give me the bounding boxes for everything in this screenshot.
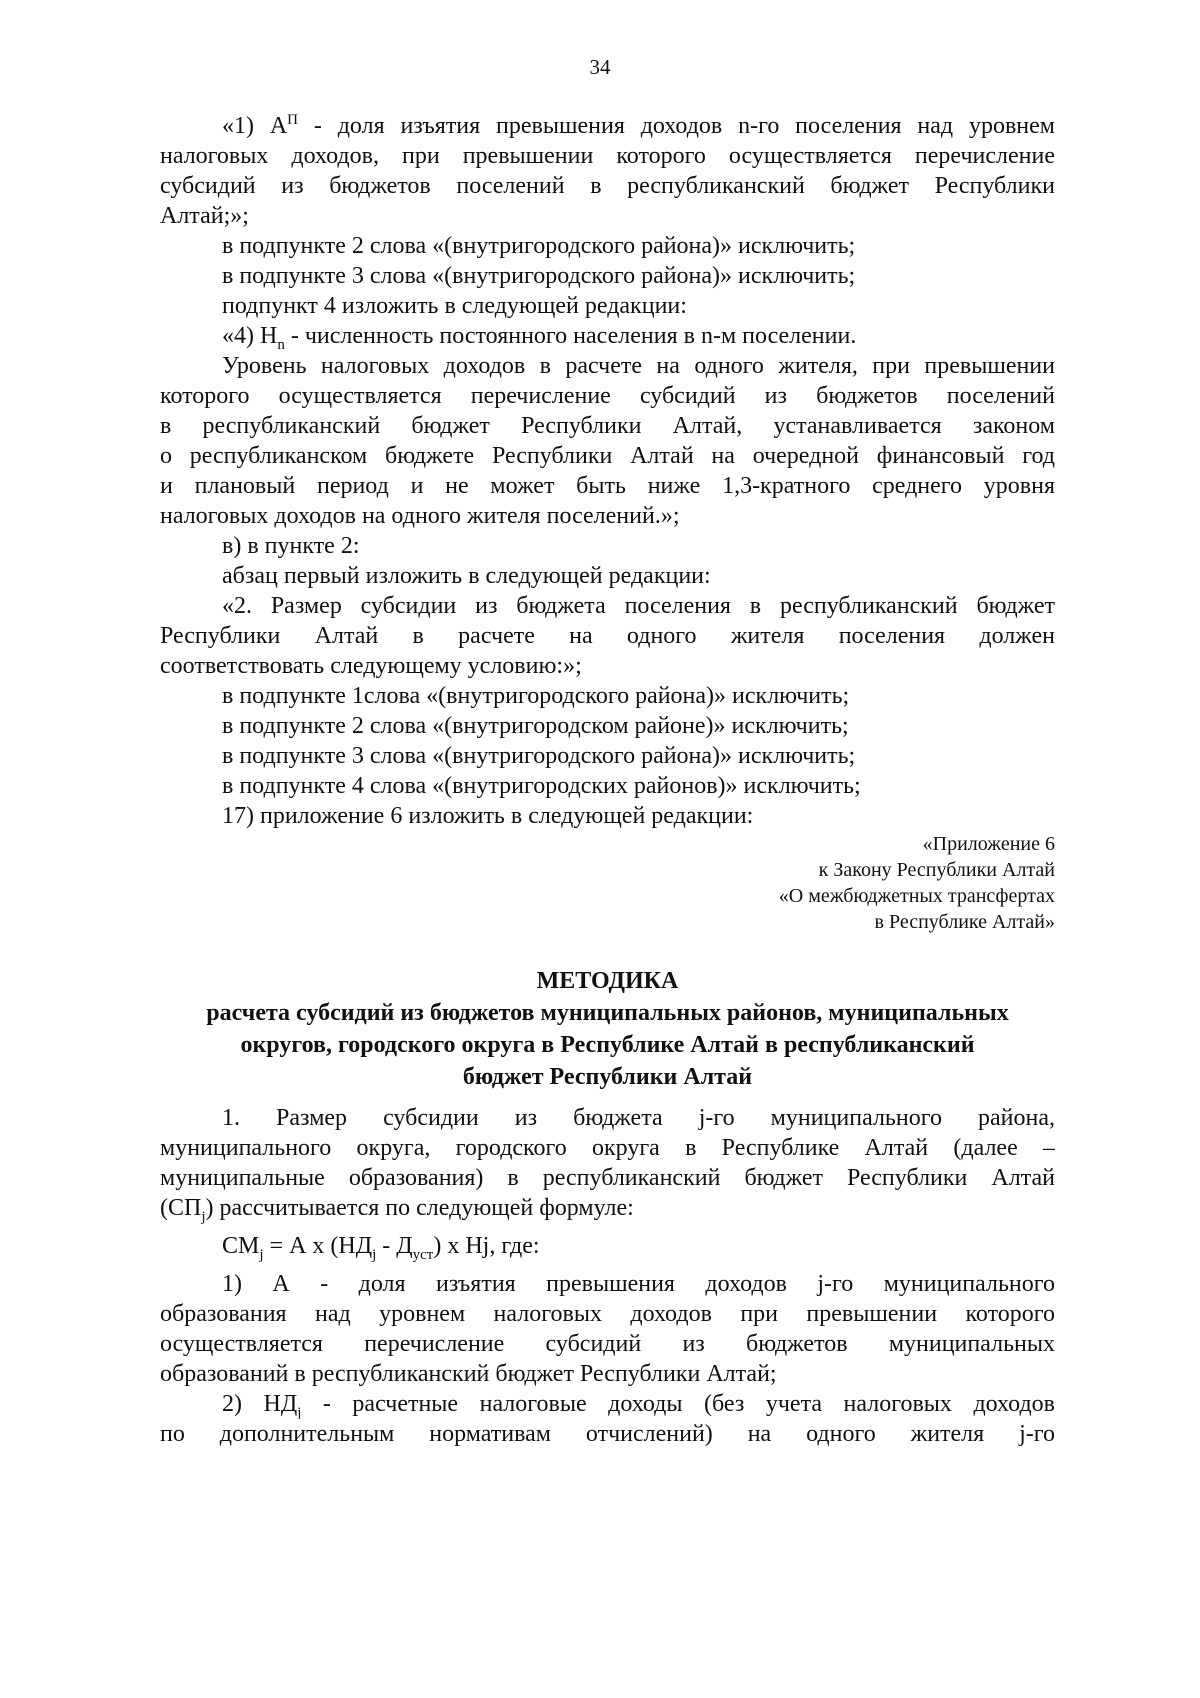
text-line: по дополнительным нормативам отчислений) на одного жителя j-го (160, 1421, 1055, 1447)
page-number: 34 (589, 55, 611, 79)
subscript: j (201, 1208, 206, 1225)
text-line: налоговых доходов на одного жителя поселений.»; (160, 503, 680, 529)
text-line: в подпункте 4 слова «(внутригородских районов)» исключить; (222, 773, 861, 799)
text-line: Республики Алтай в расчете на одного жителя поселения должен (160, 623, 1055, 649)
subscript: уст (412, 1246, 434, 1263)
text-line: в республиканский бюджет Республики Алтай, устанавливается законом (160, 413, 1055, 439)
subscript: j (372, 1246, 377, 1263)
text: ) x Нj, где: (433, 1233, 540, 1259)
text-line: в подпункте 2 слова «(внутригородском районе)» исключить; (222, 713, 849, 739)
text-line: налоговых доходов, при превышении которого осуществляется перечисление (160, 143, 1055, 169)
appendix-reference (160, 831, 1055, 935)
document-body (160, 111, 1055, 1449)
text: «1) А (222, 113, 288, 139)
text: ) рассчитывается по следующей формуле: (205, 1195, 634, 1221)
section-title (160, 965, 1055, 1093)
text-line: абзац первый изложить в следующей редакции: (222, 563, 711, 589)
text-line (160, 111, 1055, 141)
text-line: в подпункте 2 слова «(внутригородского района)» исключить; (222, 233, 856, 259)
subscript: j (259, 1246, 264, 1263)
title-line: МЕТОДИКА (536, 968, 679, 994)
text-line: осуществляется перечисление субсидий из бюджетов муниципальных (160, 1331, 1055, 1357)
text-line: субсидий из бюджетов поселений в республиканский бюджет Республики (160, 173, 1055, 199)
text: - Д (376, 1233, 413, 1259)
title-line: расчета субсидий из бюджетов муниципальных районов, муниципальных (206, 1000, 1009, 1026)
text: «4) Н (222, 323, 278, 349)
text-line (160, 1389, 1055, 1419)
text-line: подпункт 4 изложить в следующей редакции: (222, 293, 687, 319)
text: 2) НД (222, 1391, 298, 1417)
text-line: и плановый период и не может быть ниже 1,3-кратного среднего уровня (160, 473, 1055, 499)
text-line: образований в республиканский бюджет Республики Алтай; (160, 1361, 777, 1387)
appendix-line: «Приложение 6 (922, 833, 1055, 855)
text-line: 1. Размер субсидии из бюджета j-го муниципального района, (222, 1105, 1055, 1131)
text-line: 17) приложение 6 изложить в следующей редакции: (222, 803, 754, 829)
title-line: бюджет Республики Алтай (462, 1064, 753, 1090)
text-line: о республиканском бюджете Республики Алтай на очередной финансовый год (160, 443, 1055, 469)
text: СМ (222, 1233, 260, 1259)
text-line: 1) А - доля изъятия превышения доходов j-го муниципального (222, 1271, 1055, 1297)
text-line: в подпункте 1слова «(внутригородского района)» исключить; (222, 683, 850, 709)
superscript: П (287, 112, 299, 128)
text-line: муниципального округа, городского округа в Республике Алтай (далее – (160, 1135, 1055, 1161)
appendix-line: «О межбюджетных трансфертах (778, 885, 1055, 907)
text: (СП (160, 1195, 202, 1221)
text: = А x (НД (263, 1233, 373, 1259)
text-line: соответствовать следующему условию:»; (160, 653, 582, 679)
text-line: образования над уровнем налоговых доходов при превышении которого (160, 1301, 1055, 1327)
appendix-line: в Республике Алтай» (874, 911, 1055, 933)
text-line: Алтай;»; (160, 203, 249, 229)
text-line: в подпункте 3 слова «(внутригородского района)» исключить; (222, 743, 856, 769)
text-line: которого осуществляется перечисление субсидий из бюджетов поселений (160, 383, 1055, 409)
text-line (160, 1193, 1055, 1223)
subscript: n (277, 336, 285, 353)
appendix-line: к Закону Республики Алтай (818, 859, 1055, 881)
text-line: в подпункте 3 слова «(внутригородского района)» исключить; (222, 263, 856, 289)
text-line: «2. Размер субсидии из бюджета поселения в республиканский бюджет (222, 593, 1055, 619)
formula (160, 1231, 1055, 1261)
text-line: в) в пункте 2: (222, 533, 360, 559)
text-line: Уровень налоговых доходов в расчете на одного жителя, при превышении (222, 353, 1055, 379)
text-line: муниципальные образования) в республиканский бюджет Республики Алтай (160, 1165, 1055, 1191)
text: - доля изъятия превышения доходов n-го поселения над уровнем (298, 113, 1055, 139)
text-line (160, 321, 1055, 351)
text: - расчетные налоговые доходы (без учета налоговых доходов (301, 1391, 1055, 1417)
subscript: j (297, 1404, 302, 1419)
text: - численность постоянного населения в n-м поселении. (284, 323, 857, 349)
title-line: округов, городского округа в Республике Алтай в республиканский (240, 1032, 975, 1058)
